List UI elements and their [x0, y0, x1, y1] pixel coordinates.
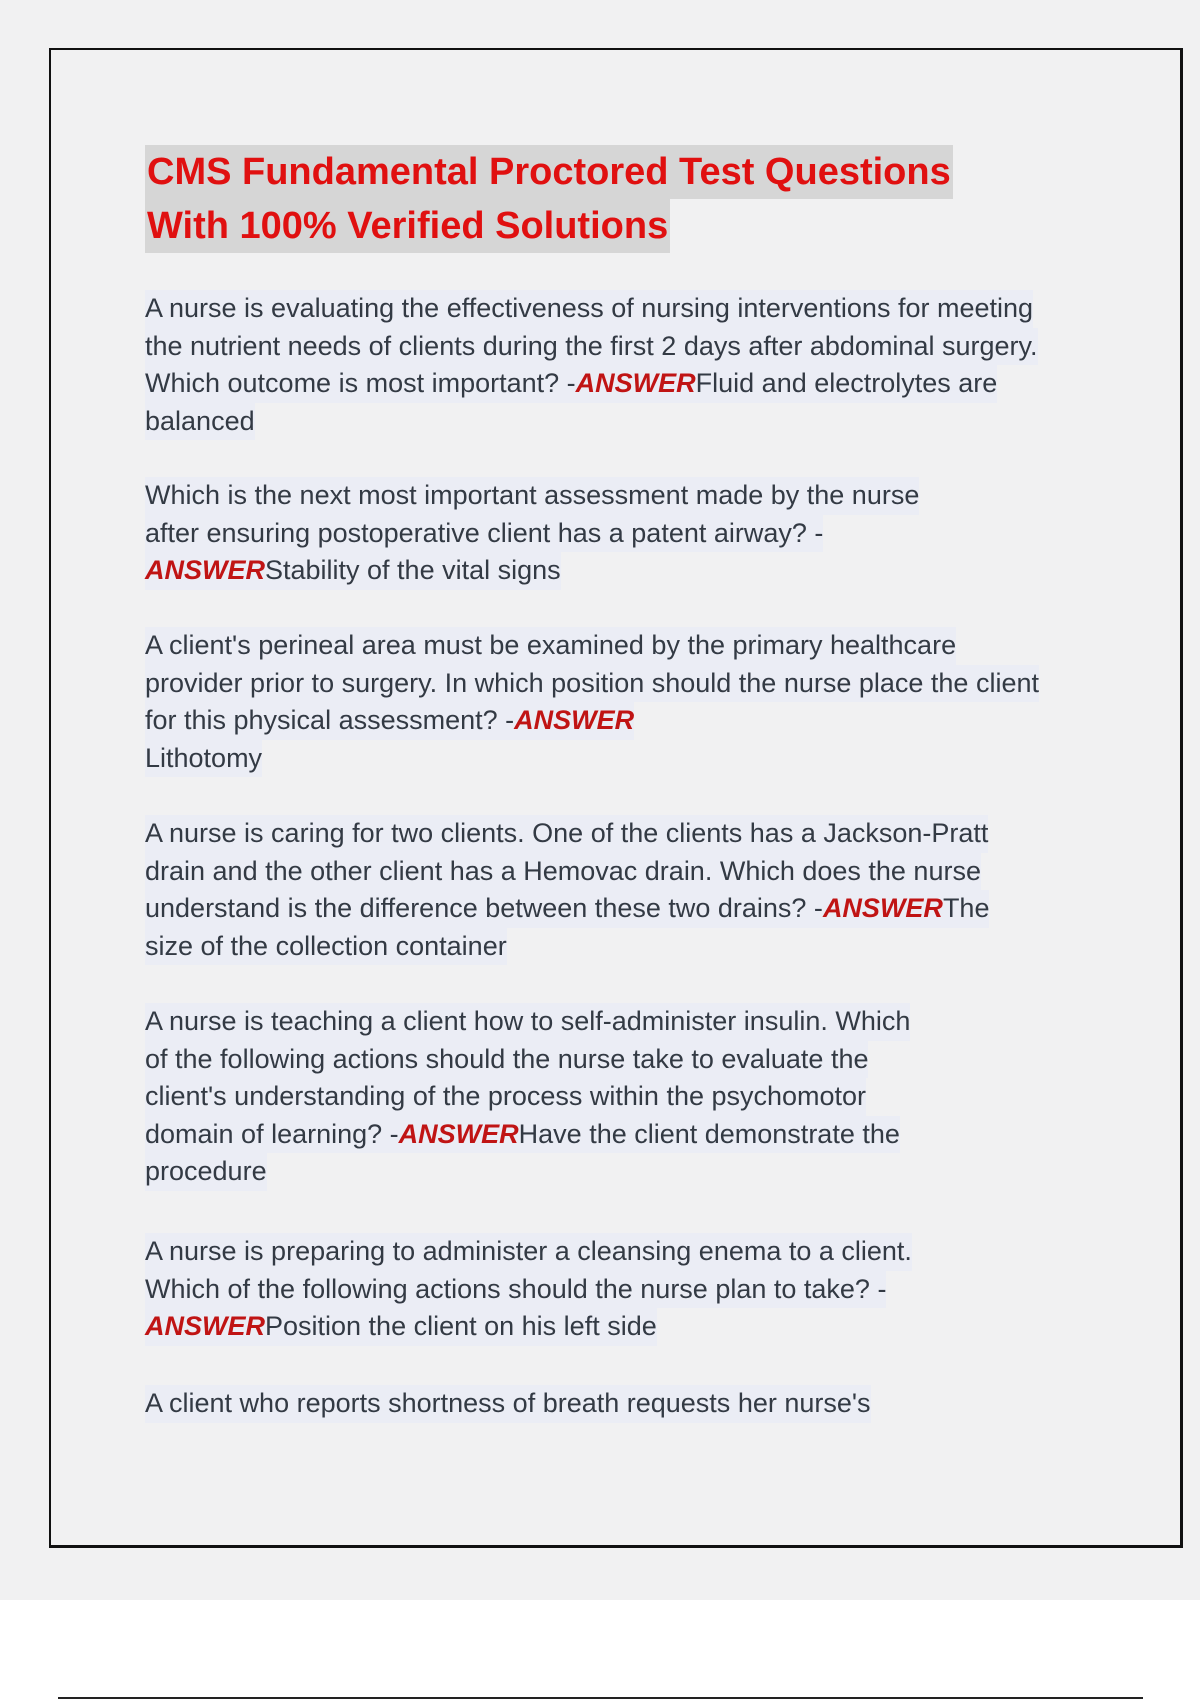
- question-answer-7: [145, 1385, 1085, 1423]
- question-line: provider prior to surgery. In which position should the nurse place the client: [145, 665, 1039, 703]
- question-answer-3: [145, 627, 1085, 777]
- answer-label: ANSWER: [145, 1308, 265, 1346]
- question-line: A nurse is preparing to administer a cleansing enema to a client.: [145, 1233, 912, 1271]
- question-line: A nurse is caring for two clients. One of the clients has a Jackson-Pratt: [145, 815, 988, 853]
- question-line: client's understanding of the process within the psychomotor: [145, 1078, 866, 1116]
- question-answer-4: [145, 815, 1085, 965]
- question-answer-5: [145, 1003, 1085, 1191]
- question-line: A nurse is evaluating the effectiveness of nursing interventions for meeting: [145, 290, 1033, 328]
- answer-text: The: [943, 890, 990, 928]
- answer-text: size of the collection container: [145, 928, 507, 966]
- bottom-rule: [58, 1697, 1143, 1699]
- answer-label: ANSWER: [823, 890, 943, 928]
- title-line-1: CMS Fundamental Proctored Test Questions: [145, 145, 953, 199]
- answer-text: balanced: [145, 403, 255, 441]
- answer-text: procedure: [145, 1153, 267, 1191]
- question-line: for this physical assessment? -: [145, 702, 514, 740]
- question-answer-2: [145, 477, 1085, 590]
- answer-label: ANSWER: [399, 1116, 519, 1154]
- question-line: drain and the other client has a Hemovac drain. Which does the nurse: [145, 853, 981, 891]
- question-line: Which is the next most important assessment made by the nurse: [145, 477, 919, 515]
- answer-text: Lithotomy: [145, 740, 262, 778]
- question-line: understand is the difference between these two drains? -: [145, 890, 823, 928]
- answer-text: Fluid and electrolytes are: [696, 365, 998, 403]
- question-line: after ensuring postoperative client has a patent airway? -: [145, 515, 823, 553]
- question-answer-6: [145, 1233, 1085, 1346]
- question-line: A client who reports shortness of breath requests her nurse's: [145, 1385, 871, 1423]
- question-line: A client's perineal area must be examined by the primary healthcare: [145, 627, 956, 665]
- answer-text: Stability of the vital signs: [265, 552, 561, 590]
- question-line: of the following actions should the nurse take to evaluate the: [145, 1041, 868, 1079]
- answer-label: ANSWER: [576, 365, 696, 403]
- answer-label: ANSWER: [514, 702, 634, 740]
- document-title: [145, 145, 953, 253]
- question-line: A nurse is teaching a client how to self-administer insulin. Which: [145, 1003, 910, 1041]
- answer-label: ANSWER: [145, 552, 265, 590]
- question-line: Which outcome is most important? -: [145, 365, 576, 403]
- answer-text: Have the client demonstrate the: [519, 1116, 900, 1154]
- question-line: the nutrient needs of clients during the first 2 days after abdominal surgery.: [145, 328, 1038, 366]
- title-line-2: With 100% Verified Solutions: [145, 199, 670, 253]
- question-answer-1: [145, 290, 1085, 440]
- question-line: domain of learning? -: [145, 1116, 399, 1154]
- question-line: Which of the following actions should the nurse plan to take? -: [145, 1271, 886, 1309]
- answer-text: Position the client on his left side: [265, 1308, 657, 1346]
